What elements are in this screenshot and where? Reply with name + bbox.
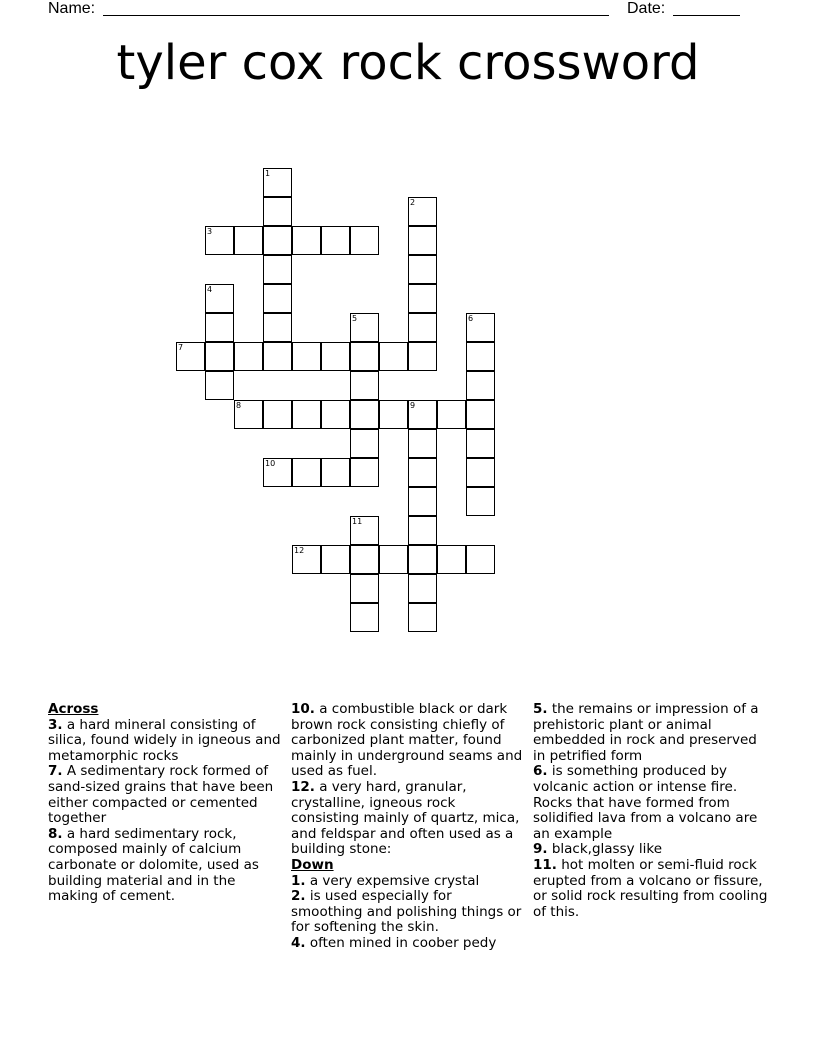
name-label: Name: <box>48 0 96 17</box>
grid-cell[interactable] <box>408 400 437 429</box>
clue-across-3 <box>48 718 284 765</box>
grid-cell[interactable] <box>292 545 321 574</box>
grid-cell[interactable] <box>350 545 379 574</box>
grid-cell[interactable] <box>205 284 234 313</box>
clue-text: often mined in coober pedy <box>309 934 497 951</box>
grid-cell[interactable] <box>437 545 466 574</box>
grid-cell[interactable] <box>292 226 321 255</box>
cell-number: 3 <box>207 227 213 236</box>
grid-cell[interactable] <box>205 313 234 342</box>
grid-cell[interactable] <box>466 342 495 371</box>
clue-number: 6. <box>533 763 548 780</box>
grid-cell[interactable] <box>350 603 379 632</box>
grid-cell[interactable] <box>263 400 292 429</box>
clue-number: 8. <box>48 825 63 842</box>
grid-cell[interactable] <box>379 342 408 371</box>
cell-number: 6 <box>468 314 474 323</box>
grid-cell[interactable] <box>234 400 263 429</box>
grid-cell[interactable] <box>408 458 437 487</box>
clue-text: a hard mineral consisting of silica, found widely in igneous and metamorphic rocks <box>48 716 281 764</box>
grid-cell[interactable] <box>466 458 495 487</box>
grid-cell[interactable] <box>408 342 437 371</box>
clue-text: a hard sedimentary rock, composed mainly of calcium carbonate or dolomite, used as building material and in the making of cement. <box>48 825 259 905</box>
grid-cell[interactable] <box>292 458 321 487</box>
clue-number: 3. <box>48 716 63 733</box>
grid-cell[interactable] <box>263 255 292 284</box>
grid-cell[interactable] <box>466 400 495 429</box>
grid-cell[interactable] <box>408 516 437 545</box>
cell-number: 1 <box>265 169 271 178</box>
grid-cell[interactable] <box>437 400 466 429</box>
grid-cell[interactable] <box>263 168 292 197</box>
grid-cell[interactable] <box>263 313 292 342</box>
cell-number: 10 <box>265 459 276 468</box>
grid-cell[interactable] <box>408 197 437 226</box>
clue-across-12 <box>291 780 527 858</box>
grid-cell[interactable] <box>263 226 292 255</box>
grid-cell[interactable] <box>350 313 379 342</box>
cell-number: 4 <box>207 285 213 294</box>
grid-cell[interactable] <box>408 255 437 284</box>
cell-number: 7 <box>178 343 184 352</box>
cell-number: 8 <box>236 401 242 410</box>
grid-cell[interactable] <box>350 342 379 371</box>
clue-number: 5. <box>533 701 548 717</box>
grid-cell[interactable] <box>350 458 379 487</box>
clue-down-5 <box>533 702 769 764</box>
clue-number: 1. <box>291 872 306 889</box>
grid-cell[interactable] <box>205 371 234 400</box>
date-label: Date: <box>627 0 666 17</box>
clue-down-4 <box>291 936 527 952</box>
clue-text: a very hard, granular, crystalline, igneous rock consisting mainly of quartz, mica, and feldspar and often used as a building stone: <box>291 778 520 858</box>
clue-across-8 <box>48 827 284 905</box>
grid-cell[interactable] <box>350 516 379 545</box>
grid-cell[interactable] <box>176 342 205 371</box>
grid-cell[interactable] <box>466 371 495 400</box>
grid-cell[interactable] <box>321 545 350 574</box>
grid-cell[interactable] <box>263 458 292 487</box>
clue-text: a very expemsive crystal <box>309 872 480 889</box>
cell-number: 12 <box>294 546 305 555</box>
cell-number: 11 <box>352 517 363 526</box>
clue-text: a combustible black or dark brown rock consisting chiefly of carbonized plant matter, found mainly in underground seams and used as fuel. <box>291 701 523 780</box>
clue-number: 12. <box>291 778 315 795</box>
clue-across-10 <box>291 702 527 780</box>
grid-cell[interactable] <box>408 284 437 313</box>
grid-cell[interactable] <box>292 342 321 371</box>
clue-down-6 <box>533 764 769 842</box>
clues-column-1 <box>48 702 284 905</box>
page-title: tyler cox rock crossword <box>116 35 700 91</box>
clue-text: the remains or impression of a prehistoric plant or animal embedded in rock and preserved in petrified form <box>533 701 759 764</box>
clue-across-7 <box>48 764 284 826</box>
clue-down-9 <box>533 842 769 858</box>
clues-column-2 <box>291 702 527 952</box>
grid-cell[interactable] <box>321 226 350 255</box>
grid-cell[interactable] <box>321 458 350 487</box>
clues-column-3 <box>533 702 769 920</box>
grid-cell[interactable] <box>234 226 263 255</box>
clue-number: 2. <box>291 888 306 905</box>
cell-number: 2 <box>410 198 416 207</box>
cell-number: 9 <box>410 401 416 410</box>
clue-down-11 <box>533 858 769 920</box>
grid-cell[interactable] <box>466 487 495 516</box>
grid-cell[interactable] <box>205 342 234 371</box>
grid-cell[interactable] <box>263 197 292 226</box>
clue-text: is used especially for smoothing and polishing things or for softening the skin. <box>291 888 522 936</box>
clue-text: is something produced by volcanic action or intense fire. Rocks that have formed from solidified lava from a volcano are an example <box>533 763 758 842</box>
grid-cell[interactable] <box>408 603 437 632</box>
grid-cell[interactable] <box>466 313 495 342</box>
grid-cell[interactable] <box>321 400 350 429</box>
grid-cell[interactable] <box>263 284 292 313</box>
cell-number: 5 <box>352 314 358 323</box>
grid-cell[interactable] <box>263 342 292 371</box>
clue-number: 7. <box>48 763 63 780</box>
grid-cell[interactable] <box>466 545 495 574</box>
grid-cell[interactable] <box>234 342 263 371</box>
clue-text: black,glassy like <box>551 841 663 858</box>
grid-cell[interactable] <box>379 400 408 429</box>
grid-cell[interactable] <box>408 545 437 574</box>
clue-number: 4. <box>291 934 306 951</box>
clue-down-1 <box>291 874 527 890</box>
grid-cell[interactable] <box>350 400 379 429</box>
clue-text: hot molten or semi-fluid rock erupted from a volcano or fissure, or solid rock resulting from cooling of this. <box>533 856 768 920</box>
down-heading: Down <box>291 856 334 873</box>
grid-cell[interactable] <box>408 313 437 342</box>
grid-cell[interactable] <box>379 545 408 574</box>
grid-cell[interactable] <box>350 371 379 400</box>
grid-cell[interactable] <box>350 574 379 603</box>
grid-cell[interactable] <box>292 400 321 429</box>
grid-cell[interactable] <box>466 429 495 458</box>
grid-cell[interactable] <box>205 226 234 255</box>
grid-cell[interactable] <box>408 226 437 255</box>
grid-cell[interactable] <box>408 487 437 516</box>
grid-cell[interactable] <box>408 429 437 458</box>
clue-number: 9. <box>533 841 548 858</box>
clue-down-2 <box>291 889 527 936</box>
grid-cell[interactable] <box>350 429 379 458</box>
grid-cell[interactable] <box>408 574 437 603</box>
clue-number: 10. <box>291 701 315 717</box>
across-heading: Across <box>48 701 99 717</box>
clue-text: A sedimentary rock formed of sand-sized grains that have been either compacted or cemented together <box>48 763 274 827</box>
clue-number: 11. <box>533 856 557 873</box>
grid-cell[interactable] <box>350 226 379 255</box>
grid-cell[interactable] <box>321 342 350 371</box>
